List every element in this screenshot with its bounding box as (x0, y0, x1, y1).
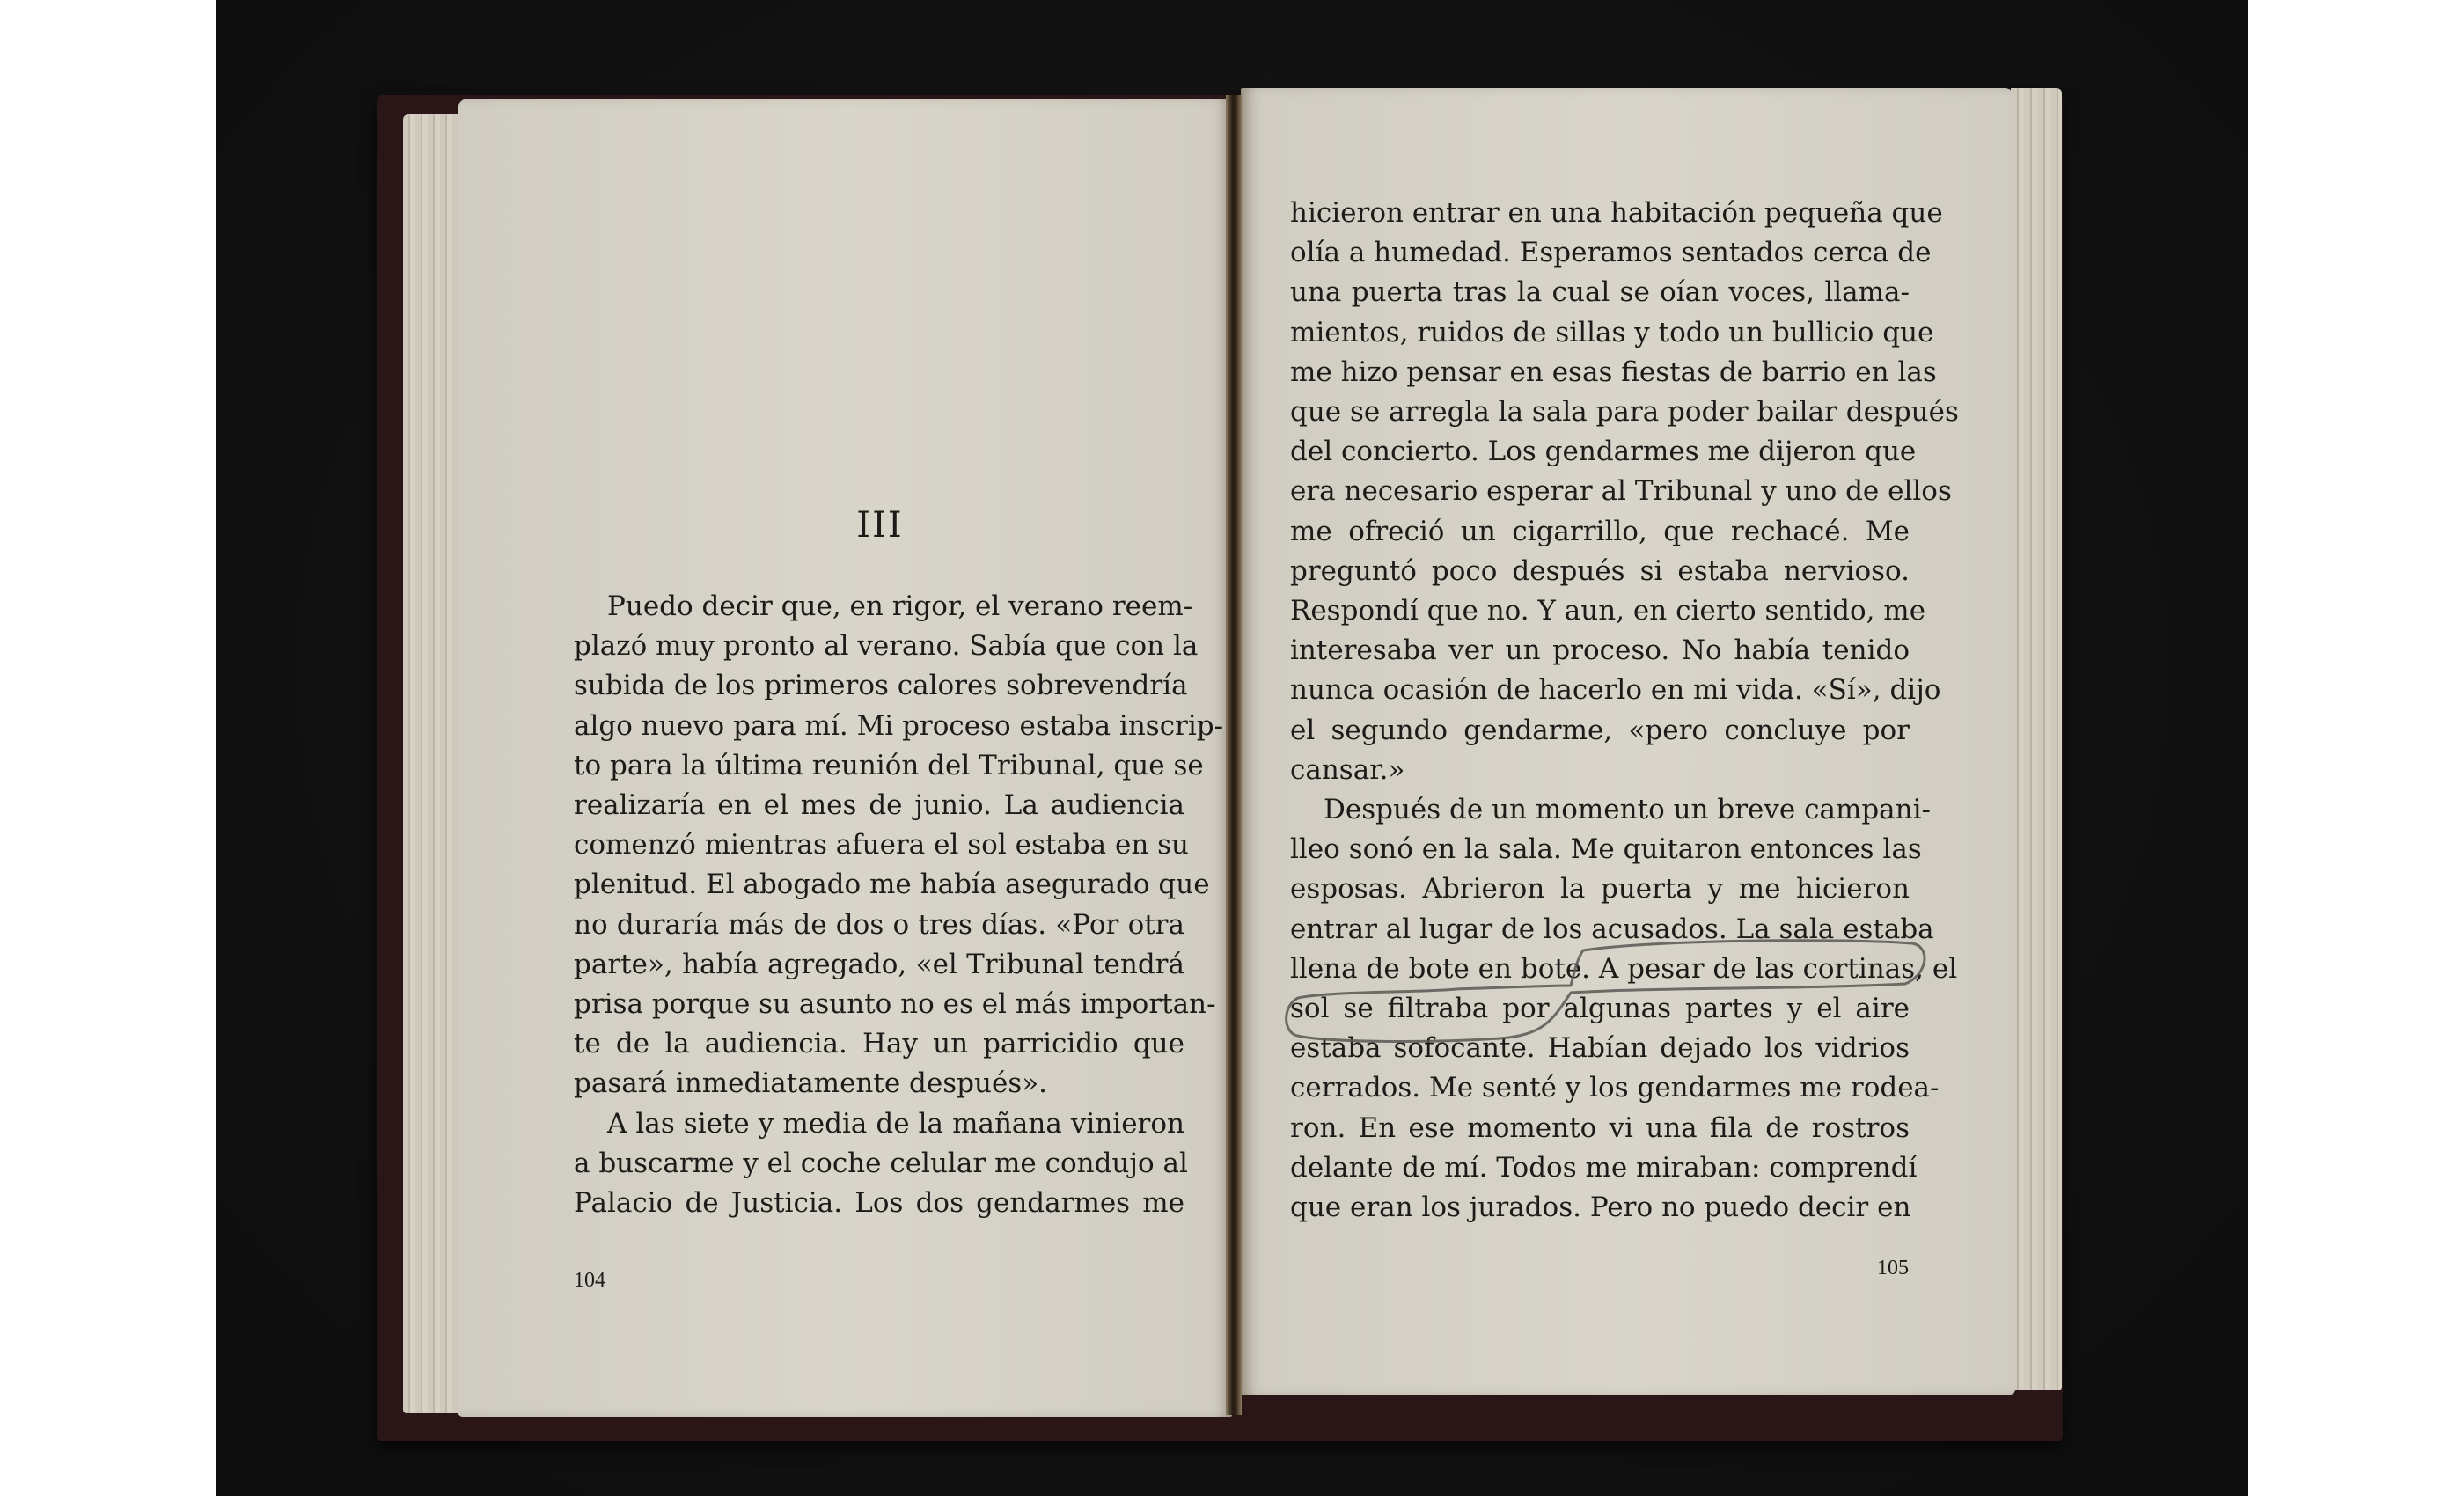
text-line: pasará inmediatamente después». (574, 1067, 1048, 1100)
text-line: del concierto. Los gendarmes me dijeron que (1290, 436, 1917, 468)
text-line: plenitud. El abogado me había asegurado que (574, 869, 1210, 901)
text-line: estaba sofocante. Habían dejado los vidrios (1290, 1032, 1910, 1065)
text-line: cerrados. Me senté y los gendarmes me rodea- (1290, 1072, 1940, 1104)
text-line: A las siete y media de la mañana vinieron (607, 1107, 1184, 1140)
text-line: preguntó poco después si estaba nervioso. (1290, 554, 1910, 587)
right-page-text (1290, 194, 1959, 1228)
text-line: nunca ocasión de hacerlo en mi vida. «Sí», dijo (1290, 674, 1941, 707)
text-line: que se arregla la sala para poder bailar después (1290, 396, 1959, 429)
text-line: realizaría en el mes de junio. La audiencia (574, 789, 1184, 822)
left-page-edges (403, 114, 461, 1413)
left-page-text (574, 587, 1224, 1223)
chapter-heading: III (856, 505, 904, 546)
text-line: prisa porque su asunto no es el más importan- (574, 988, 1216, 1021)
text-line: hicieron entrar en una habitación pequeña que (1290, 197, 1943, 229)
text-line: me hizo pensar en esas fiestas de barrio en las (1290, 356, 1937, 388)
text-line: delante de mí. Todos me miraban: comprendí (1290, 1151, 1918, 1184)
text-line: ron. En ese momento vi una fila de rostros (1290, 1111, 1910, 1144)
page-number-left: 104 (574, 1269, 605, 1292)
text-line: algo nuevo para mí. Mi proceso estaba inscrip- (574, 709, 1224, 742)
text-line: a buscarme y el coche celular me condujo al (574, 1147, 1188, 1179)
text-line: Después de un momento un breve campani- (1324, 794, 1932, 826)
text-line: parte», había agregado, «el Tribunal tendrá (574, 948, 1184, 980)
text-line: llena de bote en bote. A pesar de las cortinas, el (1290, 952, 1958, 985)
text-line: Palacio de Justicia. Los dos gendarmes me (574, 1187, 1184, 1220)
text-line: lleo sonó en la sala. Me quitaron entonces las (1290, 833, 1922, 866)
text-line: Respondí que no. Y aun, en cierto sentido, me (1290, 595, 1926, 627)
text-line: Puedo decir que, en rigor, el verano reem- (607, 590, 1193, 622)
text-line: interesaba ver un proceso. No había tenido (1290, 634, 1910, 667)
text-line: olía a humedad. Esperamos sentados cerca de (1290, 237, 1932, 269)
text-line: el segundo gendarme, «pero concluye por (1290, 714, 1910, 746)
text-line: te de la audiencia. Hay un parricidio que (574, 1028, 1184, 1060)
text-line: era necesario esperar al Tribunal y uno de ellos (1290, 475, 1952, 508)
text-line: que eran los jurados. Pero no puedo decir en (1290, 1192, 1911, 1224)
page-number-right: 105 (1877, 1257, 1909, 1280)
text-line: comenzó mientras afuera el sol estaba en su (574, 829, 1190, 862)
right-page-edges (2011, 88, 2062, 1390)
text-line: una puerta tras la cual se oían voces, llama- (1290, 276, 1910, 309)
text-line: me ofreció un cigarrillo, que rechacé. Me (1290, 515, 1910, 547)
text-line: plazó muy pronto al verano. Sabía que con la (574, 630, 1199, 663)
text-line: no duraría más de dos o tres días. «Por otra (574, 908, 1184, 941)
book-gutter (1226, 95, 1242, 1415)
text-line: entrar al lugar de los acusados. La sala estaba (1290, 913, 1934, 945)
text-line: sol se filtraba por algunas partes y el aire (1290, 993, 1910, 1025)
text-line: to para la última reunión del Tribunal, que se (574, 749, 1204, 781)
text-line: esposas. Abrieron la puerta y me hicieron (1290, 873, 1910, 906)
text-line: cansar.» (1290, 753, 1405, 786)
text-line: subida de los primeros calores sobrevendría (574, 670, 1188, 702)
text-line: mientos, ruidos de sillas y todo un bullicio que (1290, 316, 1934, 348)
